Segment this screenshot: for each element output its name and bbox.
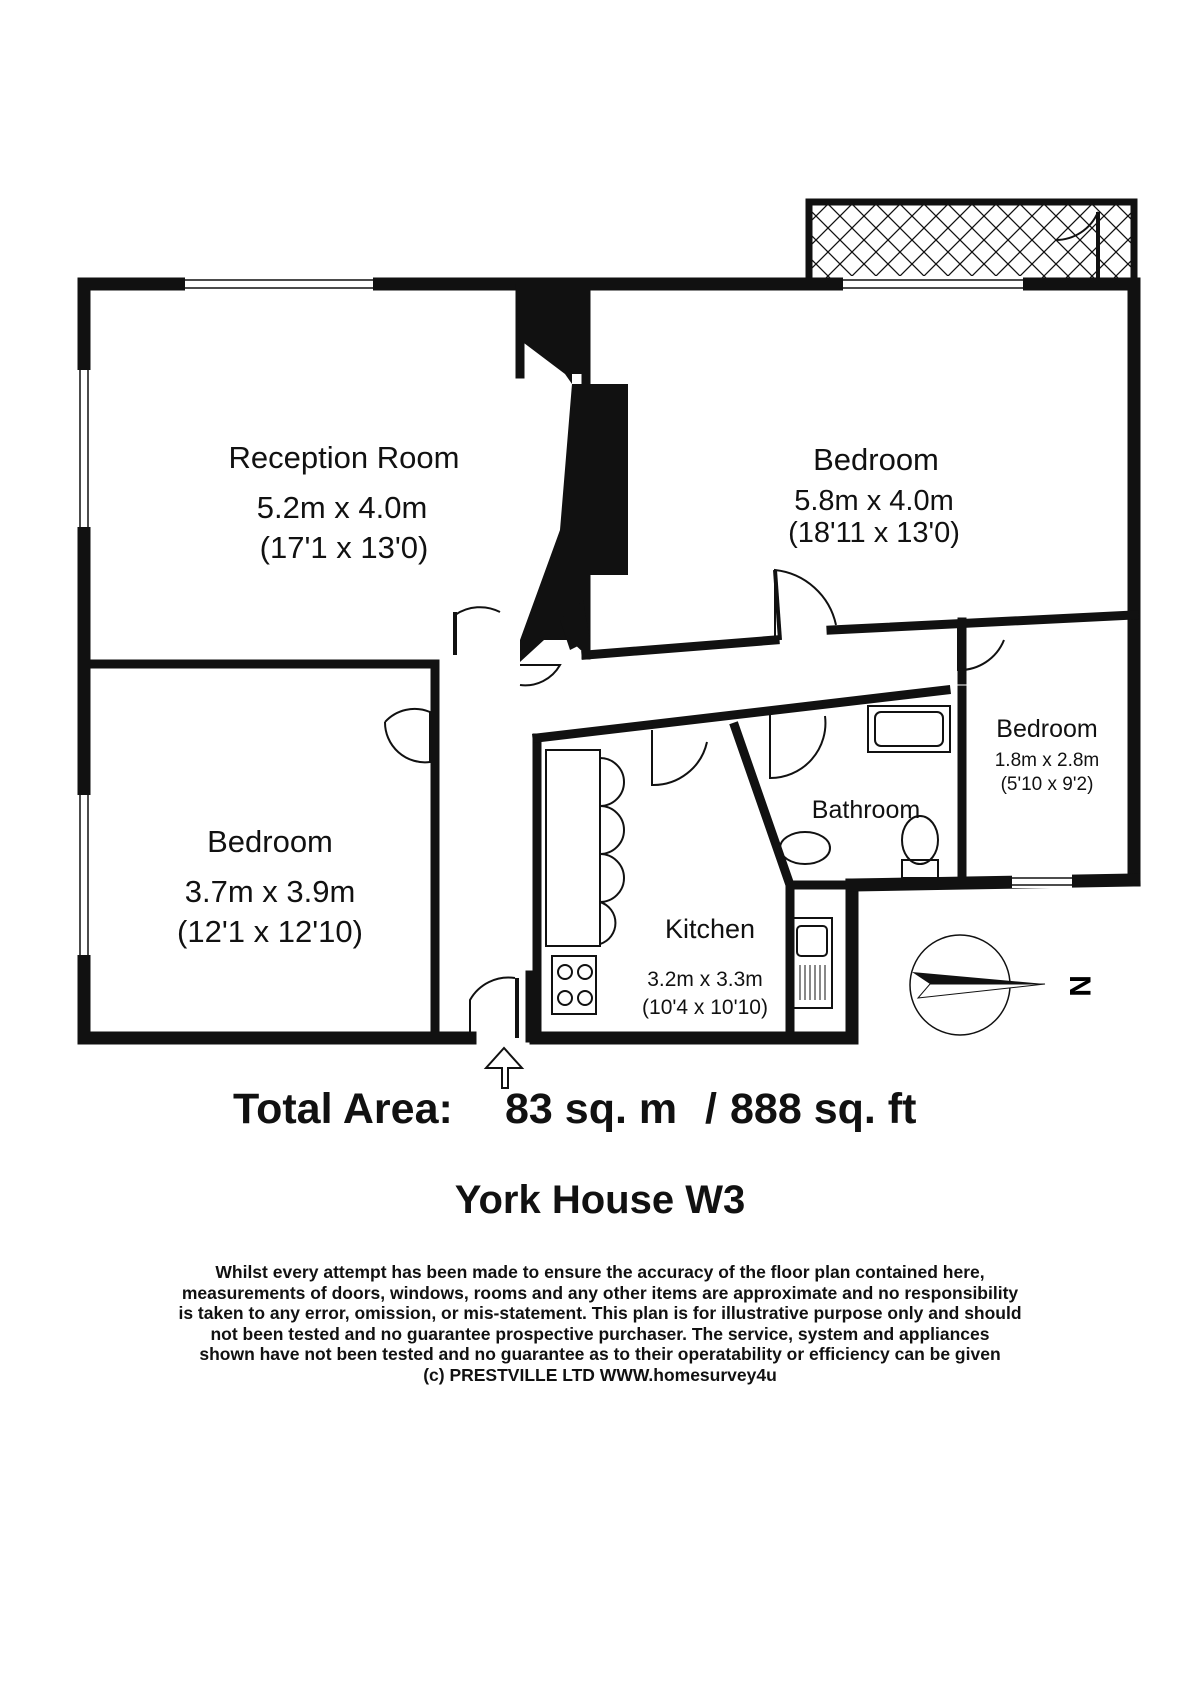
disclaimer-line: measurements of doors, windows, rooms and any other items are approximate and no responsibility — [181, 1282, 1019, 1303]
disclaimer-line: Whilst every attempt has been made to ensure the accuracy of the floor plan contained here, — [215, 1262, 985, 1282]
kitchen-worktop — [546, 750, 600, 946]
room-name: Bedroom — [996, 715, 1098, 743]
room-metric: 3.2m x 3.3m — [647, 968, 763, 991]
entrance-arrow-icon — [486, 1048, 522, 1088]
room-imperial: (18'11 x 13'0) — [788, 517, 960, 549]
bathroom-fixtures — [780, 706, 950, 878]
room-imperial: (17'1 x 13'0) — [259, 530, 429, 565]
disclaimer-line: not been tested and no guarantee prospective purchaser. The service, system and appliances — [210, 1323, 990, 1344]
property-name: York House W3 — [454, 1178, 746, 1222]
room-imperial: (5'10 x 9'2) — [1000, 774, 1094, 795]
compass-north-label: N — [1063, 975, 1097, 997]
hob-icon — [552, 956, 596, 1014]
room-metric: 5.8m x 4.0m — [794, 485, 954, 517]
chimney-breast — [515, 284, 628, 662]
disclaimer-line: shown have not been tested and no guarantee as to their operatability or efficiency can be given — [199, 1344, 1001, 1364]
room-metric: 5.2m x 4.0m — [256, 490, 428, 525]
balcony — [809, 202, 1134, 282]
room-name: Bedroom — [813, 442, 939, 477]
total-area-imperial: 888 sq. ft — [730, 1085, 917, 1133]
room-kitchen — [642, 914, 768, 1019]
total-area — [0, 1085, 1200, 1145]
total-area-metric: 83 sq. m — [505, 1085, 678, 1133]
room-imperial: (10'4 x 10'10) — [642, 996, 768, 1019]
room-name: Bathroom — [811, 796, 921, 824]
compass-icon — [910, 935, 1045, 1035]
total-area-separator: / — [705, 1085, 717, 1133]
basin-icon — [780, 832, 830, 864]
disclaimer-line: is taken to any error, omission, or mis-statement. This plan is for illustrative purpose only and should — [178, 1303, 1022, 1323]
room-name: Kitchen — [664, 914, 756, 944]
room-reception — [229, 440, 460, 565]
room-name: Reception Room — [228, 440, 460, 475]
room-imperial: (12'1 x 12'10) — [177, 914, 363, 949]
total-area-label: Total Area: — [233, 1085, 453, 1133]
room-bedroom-small — [995, 715, 1100, 795]
disclaimer-line: (c) PRESTVILLE LTD WWW.homesurvey4u — [423, 1364, 777, 1385]
room-metric: 3.7m x 3.9m — [184, 874, 356, 909]
room-bathroom — [812, 796, 920, 824]
disclaimer — [80, 1262, 1120, 1385]
room-name: Bedroom — [207, 824, 333, 859]
room-metric: 1.8m x 2.8m — [994, 750, 1100, 771]
room-bedroom-main — [788, 442, 960, 549]
room-bedroom-left — [177, 824, 363, 949]
